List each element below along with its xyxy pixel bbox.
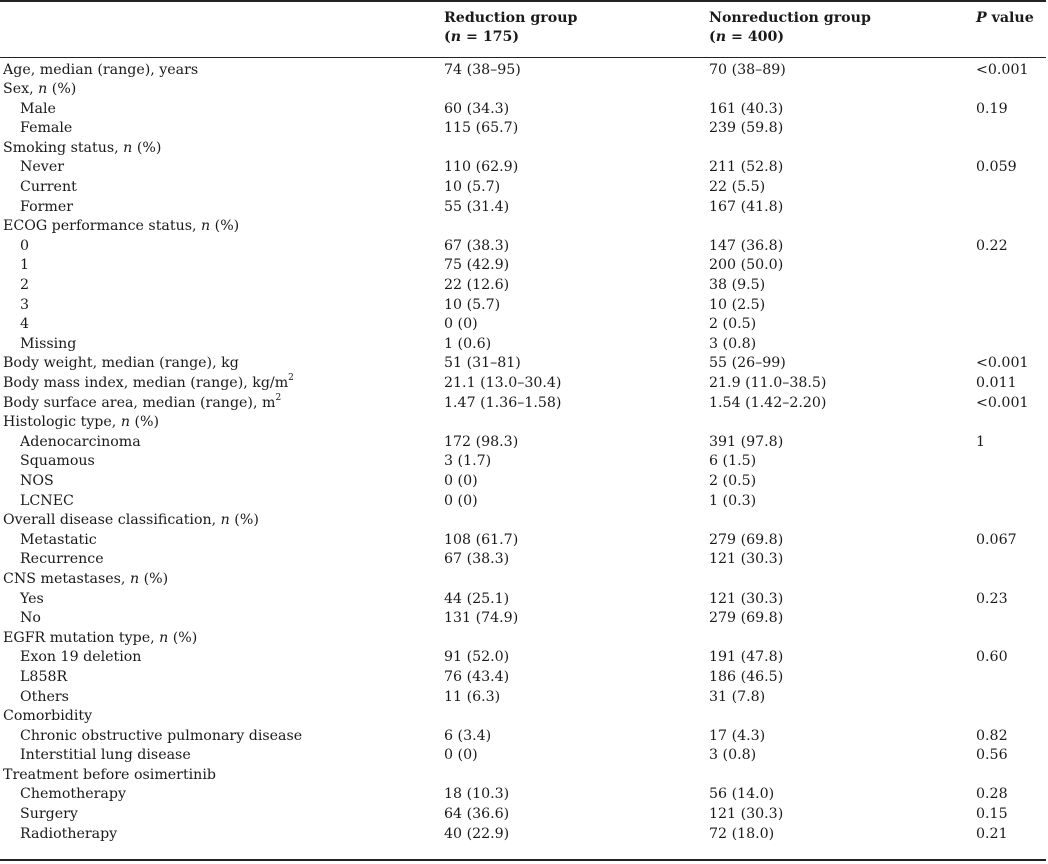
table-row xyxy=(0,550,1046,570)
table-row xyxy=(0,335,1046,355)
nonreduction-value: 121 (30.3) xyxy=(709,551,784,568)
table-top-rule xyxy=(0,0,1046,2)
nonreduction-value: 17 (4.3) xyxy=(709,727,766,744)
table-bottom-rule xyxy=(0,859,1046,861)
nonreduction-value: 279 (69.8) xyxy=(709,531,784,548)
table-row xyxy=(0,61,1046,81)
p-value: 0.82 xyxy=(976,727,1008,744)
row-label: Female xyxy=(20,120,73,137)
table-row xyxy=(0,570,1046,590)
nonreduction-value: 38 (9.5) xyxy=(709,277,766,294)
reduction-value: 110 (62.9) xyxy=(444,159,519,176)
header-nonreduction-n: (n = 400) xyxy=(709,29,785,45)
table-row xyxy=(0,296,1046,316)
table-row xyxy=(0,100,1046,120)
row-label: Others xyxy=(20,688,69,705)
reduction-value: 0 (0) xyxy=(444,472,478,489)
table-row xyxy=(0,139,1046,159)
row-label: Body surface area, median (range), $m^2$ xyxy=(3,392,282,411)
nonreduction-value: 55 (26–99) xyxy=(709,355,786,372)
p-value: 0.19 xyxy=(976,100,1008,117)
table-row xyxy=(0,531,1046,551)
header-reduction-n: (n = 175) xyxy=(444,29,520,45)
table-row xyxy=(0,805,1046,825)
row-label: Comorbidity xyxy=(3,708,93,725)
p-value: <0.001 xyxy=(976,61,1029,78)
table-row xyxy=(0,648,1046,668)
reduction-value: 0 (0) xyxy=(444,492,478,509)
reduction-value: 10 (5.7) xyxy=(444,296,501,313)
table-row xyxy=(0,217,1046,237)
nonreduction-value: 391 (97.8) xyxy=(709,433,784,450)
table-row xyxy=(0,413,1046,433)
reduction-value: 40 (22.9) xyxy=(444,825,510,842)
table-row xyxy=(0,433,1046,453)
row-label: Surgery xyxy=(20,806,78,823)
header-nonreduction xyxy=(709,9,871,47)
table-row xyxy=(0,590,1046,610)
p-value: 0.56 xyxy=(976,747,1008,764)
reduction-value: 22 (12.6) xyxy=(444,277,510,294)
nonreduction-value: 72 (18.0) xyxy=(709,825,775,842)
row-label: 3 xyxy=(20,296,30,313)
reduction-value: 60 (34.3) xyxy=(444,100,510,117)
nonreduction-value: 22 (5.5) xyxy=(709,179,766,196)
nonreduction-value: 3 (0.8) xyxy=(709,747,757,764)
row-label: Histologic type, n (%) xyxy=(3,414,160,431)
row-label: Overall disease classification, n (%) xyxy=(3,512,259,529)
nonreduction-value: 200 (50.0) xyxy=(709,257,784,274)
p-value: 0.60 xyxy=(976,649,1008,666)
p-value: <0.001 xyxy=(976,355,1029,372)
table-row xyxy=(0,688,1046,708)
row-label: 4 xyxy=(20,316,30,333)
nonreduction-value: 279 (69.8) xyxy=(709,610,784,627)
table-row xyxy=(0,276,1046,296)
row-label: Former xyxy=(20,198,74,215)
header-reduction-title: Reduction group xyxy=(444,10,578,26)
reduction-value: 1.47 (1.36–1.58) xyxy=(444,394,562,411)
reduction-value: 74 (38–95) xyxy=(444,61,521,78)
reduction-value: 44 (25.1) xyxy=(444,590,510,607)
row-label: Metastatic xyxy=(20,531,97,548)
p-value: 1 xyxy=(976,433,986,450)
table-row xyxy=(0,315,1046,335)
nonreduction-value: 70 (38–89) xyxy=(709,61,786,78)
p-value: 0.011 xyxy=(976,375,1017,391)
table-row xyxy=(0,727,1046,747)
table-row xyxy=(0,80,1046,100)
reduction-value: 67 (38.3) xyxy=(444,237,510,254)
row-label: Yes xyxy=(20,590,44,607)
reduction-value: 21.1 (13.0–30.4) xyxy=(444,375,562,391)
reduction-value: 6 (3.4) xyxy=(444,727,492,744)
p-value: 0.067 xyxy=(976,531,1017,548)
nonreduction-value: 1.54 (1.42–2.20) xyxy=(709,394,827,411)
p-value: 0.28 xyxy=(976,786,1008,803)
nonreduction-value: 3 (0.8) xyxy=(709,335,757,352)
header-reduction xyxy=(444,9,577,47)
reduction-value: 1 (0.6) xyxy=(444,335,492,352)
nonreduction-value: 121 (30.3) xyxy=(709,590,784,607)
p-value: 0.15 xyxy=(976,806,1008,823)
row-label: Body weight, median (range), kg xyxy=(3,355,239,372)
nonreduction-value: 1 (0.3) xyxy=(709,492,757,509)
table-header-rule xyxy=(0,57,1046,58)
row-label: L858R xyxy=(20,668,68,685)
table-row xyxy=(0,707,1046,727)
reduction-value: 11 (6.3) xyxy=(444,688,501,705)
table-row xyxy=(0,629,1046,649)
table-row xyxy=(0,472,1046,492)
table-row xyxy=(0,785,1046,805)
row-label: Squamous xyxy=(20,453,95,470)
row-label: Chemotherapy xyxy=(20,786,126,803)
row-label: CNS metastases, n (%) xyxy=(3,570,169,587)
row-label: Radiotherapy xyxy=(20,825,118,842)
table-row xyxy=(0,825,1046,845)
reduction-value: 0 (0) xyxy=(444,316,478,333)
table-row xyxy=(0,511,1046,531)
nonreduction-value: 31 (7.8) xyxy=(709,688,766,705)
table-row xyxy=(0,394,1046,414)
p-value: <0.001 xyxy=(976,394,1029,411)
p-value: 0.22 xyxy=(976,237,1008,254)
table-row xyxy=(0,256,1046,276)
p-value: 0.21 xyxy=(976,825,1008,842)
table-row xyxy=(0,178,1046,198)
row-label: 0 xyxy=(20,237,30,254)
row-label: Treatment before osimertinib xyxy=(3,766,216,783)
row-label: No xyxy=(20,610,41,627)
row-label: Chronic obstructive pulmonary disease xyxy=(20,727,303,744)
reduction-value: 108 (61.7) xyxy=(444,531,519,548)
row-label: Body mass index, median (range), $kg/m^2$ xyxy=(3,373,294,391)
row-label: 1 xyxy=(20,257,30,274)
reduction-value: 51 (31–81) xyxy=(444,355,521,372)
row-label: Current xyxy=(20,179,77,196)
row-label: 2 xyxy=(20,277,30,294)
table-row xyxy=(0,354,1046,374)
table-body xyxy=(0,61,1046,845)
table-row xyxy=(0,668,1046,688)
row-label: Never xyxy=(20,159,65,176)
reduction-value: 10 (5.7) xyxy=(444,179,501,196)
table-row xyxy=(0,374,1046,394)
nonreduction-value: 239 (59.8) xyxy=(709,120,784,137)
row-label: ECOG performance status, n (%) xyxy=(3,218,240,235)
reduction-value: 64 (36.6) xyxy=(444,806,510,823)
row-label: Adenocarcinoma xyxy=(20,433,141,450)
nonreduction-value: 56 (14.0) xyxy=(709,786,775,803)
table-row xyxy=(0,158,1046,178)
reduction-value: 172 (98.3) xyxy=(444,433,519,450)
reduction-value: 3 (1.7) xyxy=(444,453,492,470)
row-label: Interstitial lung disease xyxy=(20,747,191,764)
row-label: Sex, n (%) xyxy=(3,81,77,98)
nonreduction-value: 2 (0.5) xyxy=(709,316,757,333)
reduction-value: 55 (31.4) xyxy=(444,198,510,215)
header-p-value: P value xyxy=(976,10,1034,26)
reduction-value: 131 (74.9) xyxy=(444,610,519,627)
nonreduction-value: 191 (47.8) xyxy=(709,649,784,666)
reduction-value: 18 (10.3) xyxy=(444,786,510,803)
row-label: LCNEC xyxy=(20,492,74,509)
row-label: Smoking status, n (%) xyxy=(3,139,162,156)
nonreduction-value: 211 (52.8) xyxy=(709,159,784,176)
nonreduction-value: 21.9 (11.0–38.5) xyxy=(709,375,827,391)
reduction-value: 115 (65.7) xyxy=(444,120,519,137)
nonreduction-value: 121 (30.3) xyxy=(709,806,784,823)
row-label: Male xyxy=(20,100,56,117)
nonreduction-value: 161 (40.3) xyxy=(709,100,784,117)
table-row xyxy=(0,609,1046,629)
table-row xyxy=(0,452,1046,472)
nonreduction-value: 6 (1.5) xyxy=(709,453,757,470)
nonreduction-value: 167 (41.8) xyxy=(709,198,784,215)
nonreduction-value: 2 (0.5) xyxy=(709,472,757,489)
reduction-value: 0 (0) xyxy=(444,747,478,764)
table-row xyxy=(0,237,1046,257)
p-value: 0.059 xyxy=(976,159,1017,176)
table-row xyxy=(0,746,1046,766)
table-row xyxy=(0,766,1046,786)
row-label: Age, median (range), years xyxy=(3,61,199,78)
header-nonreduction-title: Nonreduction group xyxy=(709,10,871,26)
row-label: EGFR mutation type, n (%) xyxy=(3,629,198,646)
p-value: 0.23 xyxy=(976,590,1008,607)
nonreduction-value: 147 (36.8) xyxy=(709,237,784,254)
reduction-value: 75 (42.9) xyxy=(444,257,510,274)
nonreduction-value: 10 (2.5) xyxy=(709,296,766,313)
reduction-value: 67 (38.3) xyxy=(444,551,510,568)
nonreduction-value: 186 (46.5) xyxy=(709,668,784,685)
row-label: Recurrence xyxy=(20,551,104,568)
row-label: Exon 19 deletion xyxy=(20,649,142,666)
row-label: NOS xyxy=(20,472,54,489)
reduction-value: 76 (43.4) xyxy=(444,668,510,685)
reduction-value: 91 (52.0) xyxy=(444,649,510,666)
row-label: Missing xyxy=(20,335,77,352)
table-row xyxy=(0,119,1046,139)
table-row xyxy=(0,492,1046,512)
table-row xyxy=(0,198,1046,218)
